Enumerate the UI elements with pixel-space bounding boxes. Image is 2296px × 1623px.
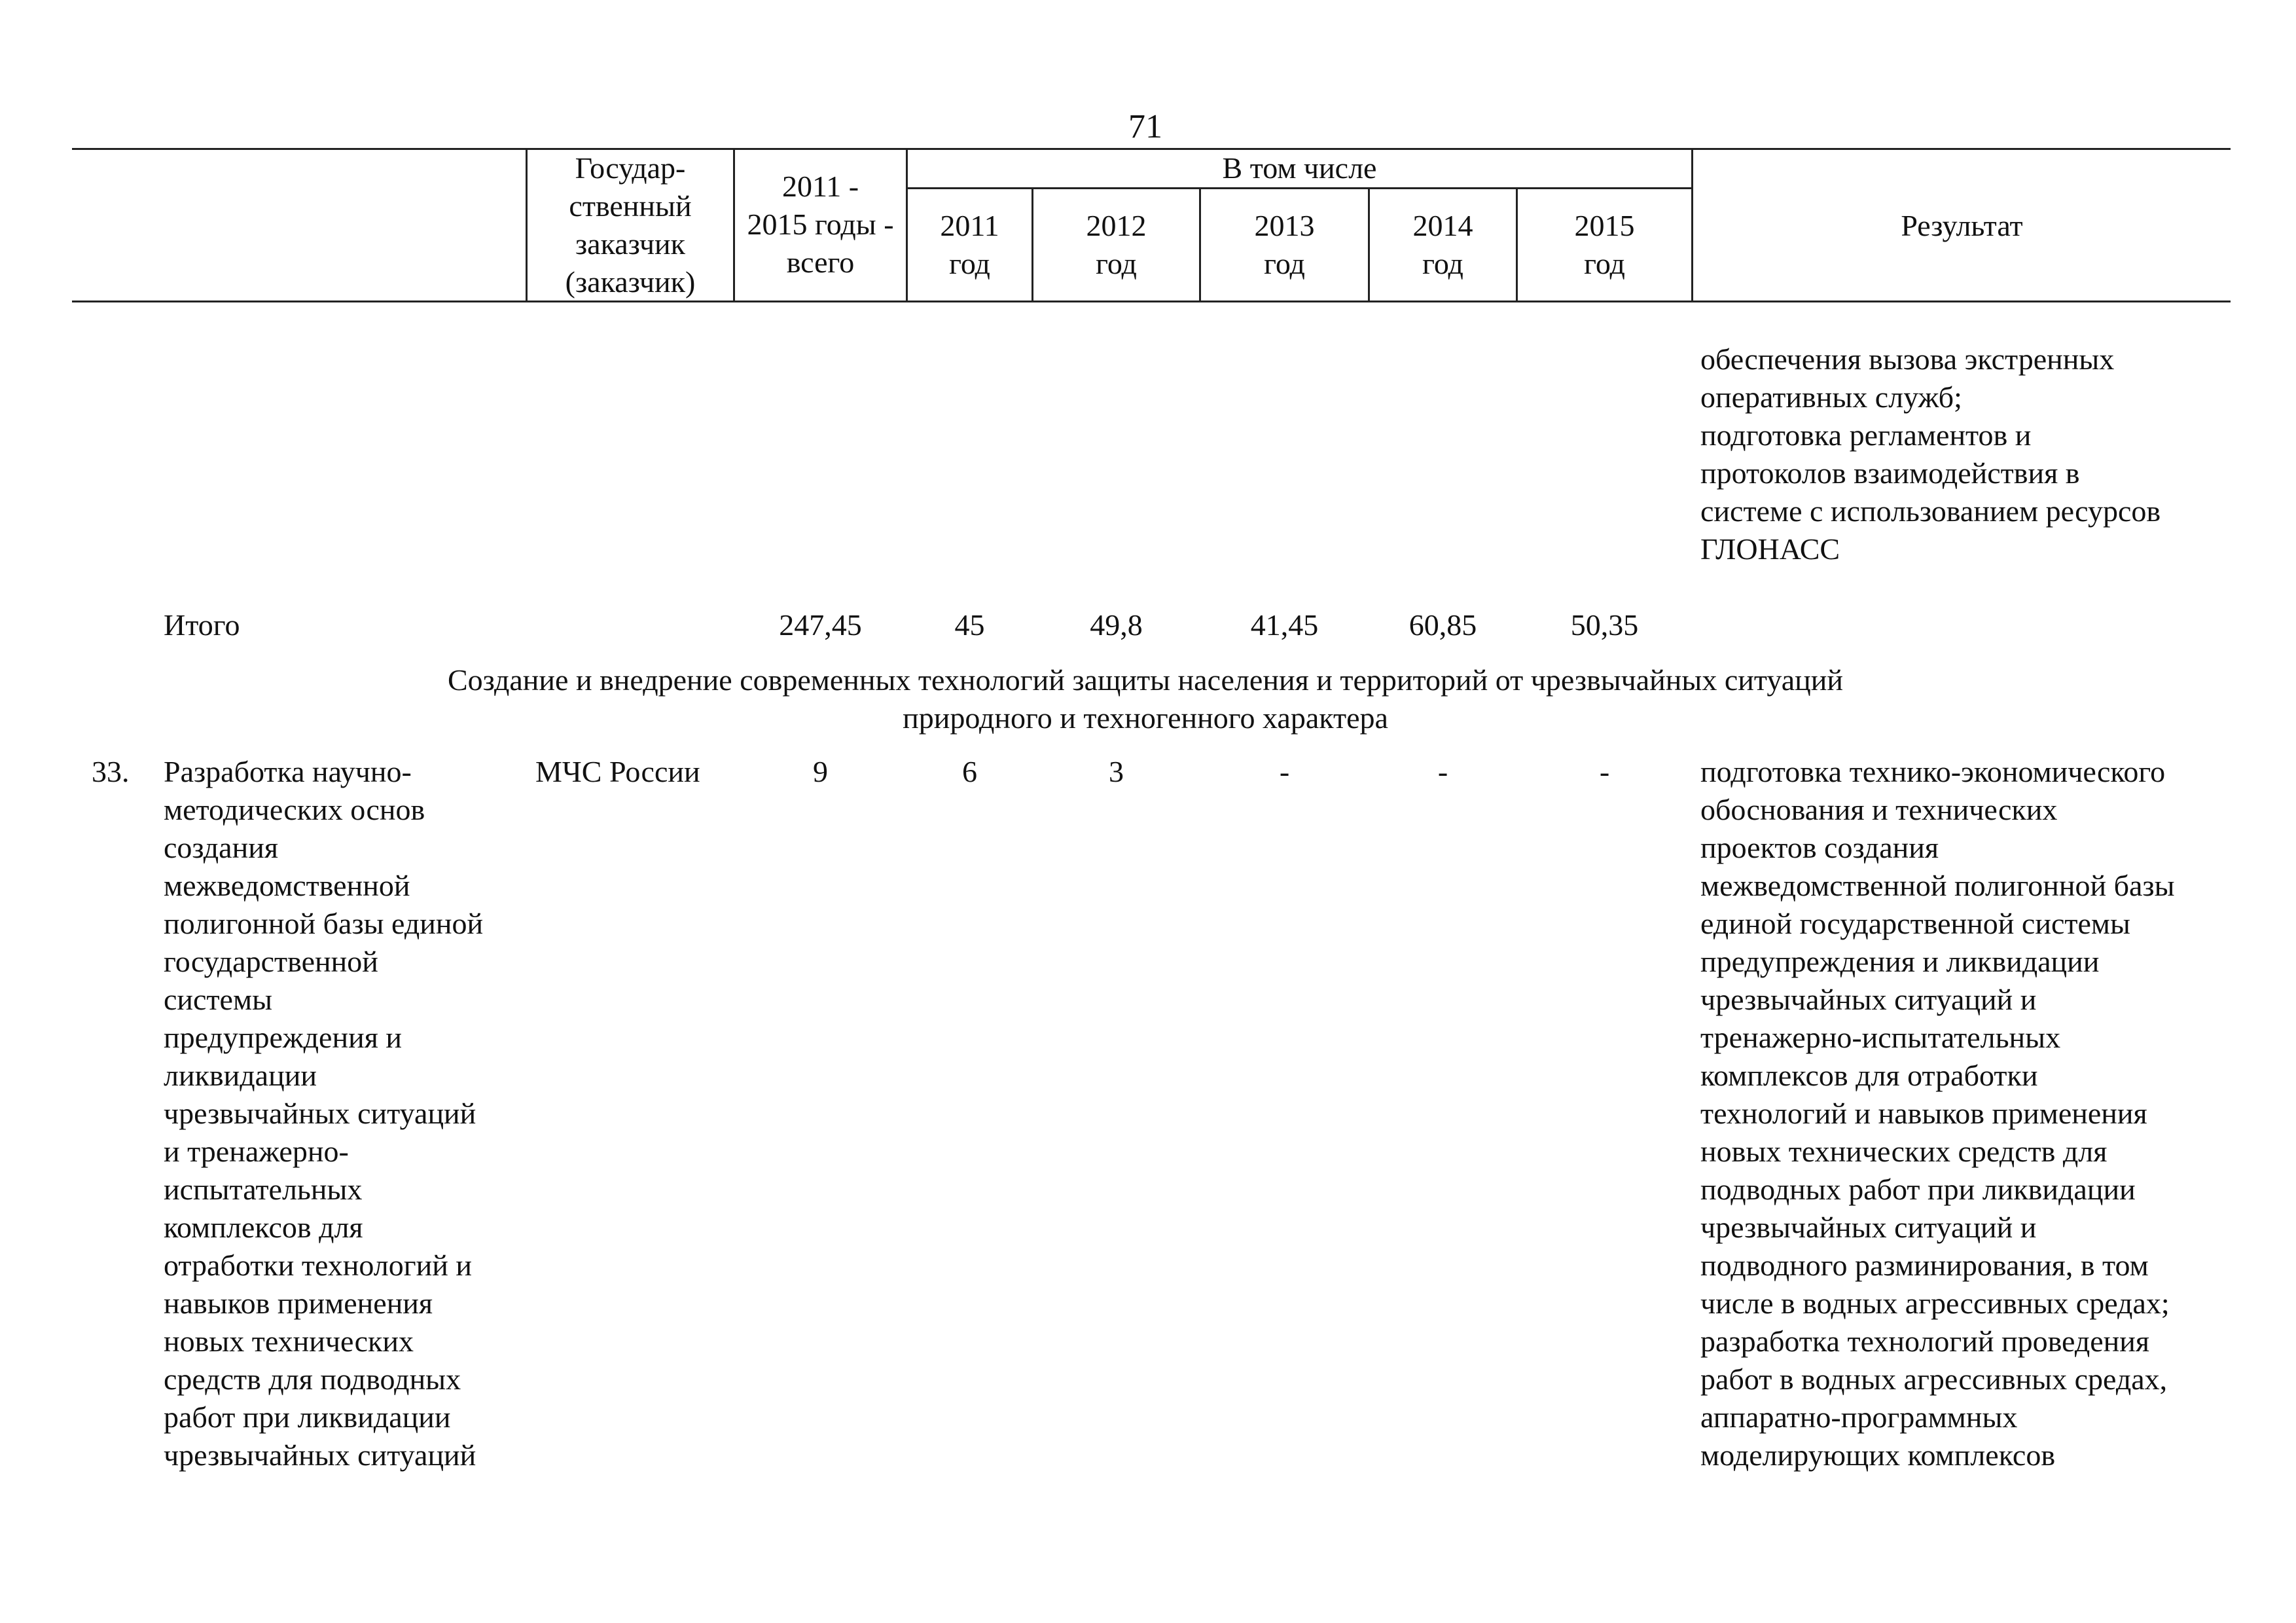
- row-33-number: 33.: [92, 755, 130, 788]
- row-33-2015: -: [1599, 755, 1610, 788]
- total-row-total: 247,45: [779, 608, 862, 642]
- header-total: 2011 - 2015 годы - всего: [747, 170, 894, 279]
- header-result: Результат: [1901, 209, 2023, 242]
- section-title: Создание и внедрение современных технологий защиты населения и территорий от чрезвычайных ситуаций природного и техногенного характера: [447, 663, 1844, 735]
- header-year-2012: 2012 год: [1086, 209, 1147, 280]
- header-including: В том числе: [1222, 151, 1377, 185]
- total-row-2013: 41,45: [1250, 608, 1319, 642]
- row-33-2011: 6: [962, 755, 977, 788]
- page-number: 71: [1128, 108, 1162, 145]
- total-row-2012: 49,8: [1090, 608, 1143, 642]
- header-year-2014: 2014 год: [1412, 209, 1473, 280]
- total-row-2015: 50,35: [1570, 608, 1639, 642]
- row-33-name: Разработка научно- методических основ создания межведомственной полигонной базы единой государственной системы предупреждения и ликвидации чрезвычайных ситуаций и тренажерно- испытательных комплексов для отработки технологий и навыков применения новых технических средств для подводных работ при ликвидации чрезвычайных ситуаций: [164, 755, 484, 1472]
- row-33-result: подготовка технико-экономического обоснования и технических проектов создания межведомственной полигонной базы единой государственной системы предупреждения и ликвидации чрезвычайных ситуаций и тренажерно-испытательных комплексов для отработки технологий и навыков применения новых технических средств для подводных работ при ликвидации чрезвычайных ситуаций и подводного разминирования, в том числе в водных агрессивных средах; разработка технологий проведения работ в водных агрессивных средах, аппаратно-программных моделирующих комплексов: [1700, 755, 2175, 1472]
- continuation-result: обеспечения вызова экстренных оперативных служб; подготовка регламентов и протоколов взаимодействия в системе с использованием ресурсов ГЛОНАСС: [1700, 342, 2161, 566]
- total-row-label: Итого: [164, 608, 240, 642]
- row-33-2013: -: [1279, 755, 1290, 788]
- row-33-total: 9: [813, 755, 828, 788]
- header-customer: Государ- ственный заказчик (заказчик): [565, 151, 696, 299]
- header-year-2011: 2011 год: [940, 209, 999, 280]
- row-33-2014: -: [1437, 755, 1448, 788]
- row-33-customer: МЧС России: [535, 755, 700, 788]
- including-rule: [907, 187, 1693, 189]
- header-year-2013: 2013 год: [1254, 209, 1315, 280]
- header-year-2015: 2015 год: [1574, 209, 1635, 280]
- total-row-2014: 60,85: [1408, 608, 1477, 642]
- header-bottom-rule: [72, 301, 2231, 302]
- total-row-2011: 45: [954, 608, 985, 642]
- row-33-2012: 3: [1109, 755, 1124, 788]
